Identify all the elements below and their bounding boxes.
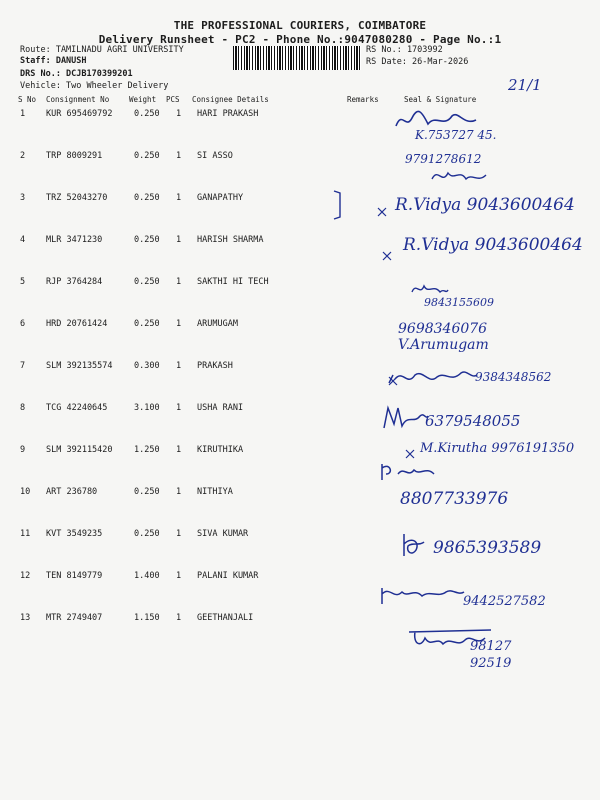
row-sno: 11 — [20, 529, 31, 539]
row-pcs: 1 — [176, 151, 182, 161]
row-consignment-no: SLM 392115420 — [46, 445, 113, 455]
staff-line: Staff: DANUSH — [20, 56, 87, 66]
row-weight: 0.300 — [134, 361, 160, 371]
handwriting-row-11: 9865393589 — [433, 538, 542, 558]
table-row — [0, 571, 600, 591]
row-consignment-no: SLM 392135574 — [46, 361, 113, 371]
row-weight: 0.250 — [134, 277, 160, 287]
handwriting-row-9: M.Kirutha 9976191350 — [420, 441, 575, 456]
vehicle-line: Vehicle: Two Wheeler Delivery — [20, 81, 169, 91]
row-pcs: 1 — [176, 487, 182, 497]
signature-row-2 — [430, 165, 490, 187]
row-consignee: GEETHANJALI — [197, 613, 254, 623]
row-pcs: 1 — [176, 109, 182, 119]
row-sno: 5 — [20, 277, 26, 287]
table-row — [0, 487, 600, 507]
x-mark-row-3 — [376, 206, 388, 218]
table-row — [0, 151, 600, 171]
table-row — [0, 277, 600, 297]
signature-row-9 — [378, 460, 438, 484]
row-consignment-no: KUR 695469792 — [46, 109, 113, 119]
row-consignee: HARI PRAKASH — [197, 109, 259, 119]
row-pcs: 1 — [176, 403, 182, 413]
row-sno: 4 — [20, 235, 26, 245]
row-consignee: PALANI KUMAR — [197, 571, 259, 581]
handwriting-row-8: 6379548055 — [425, 412, 521, 430]
row-consignee: SAKTHI HI TECH — [197, 277, 269, 287]
row-pcs: 1 — [176, 445, 182, 455]
table-row — [0, 613, 600, 633]
row-consignment-no: ART 236780 — [46, 487, 98, 497]
x-mark-row-7 — [387, 375, 399, 387]
row-sno: 10 — [20, 487, 31, 497]
row-consignment-no: HRD 20761424 — [46, 319, 108, 329]
row-weight: 0.250 — [134, 193, 160, 203]
row-pcs: 1 — [176, 571, 182, 581]
handwriting-row-10: 8807733976 — [400, 489, 509, 509]
row-consignee: GANAPATHY — [197, 193, 244, 203]
col-consignee: Consignee Details — [192, 95, 269, 104]
col-sno: S No — [18, 95, 37, 104]
row-sno: 9 — [20, 445, 26, 455]
handwriting-row-3: R.Vidya 9043600464 — [395, 195, 575, 215]
row-pcs: 1 — [176, 613, 182, 623]
row-weight: 1.150 — [134, 613, 160, 623]
row-consignee: USHA RANI — [197, 403, 244, 413]
col-seal: Seal & Signature — [404, 95, 477, 104]
x-mark-row-9 — [404, 448, 416, 460]
drs-line: DRS No.: DCJB170399201 — [20, 69, 133, 79]
row-consignee: ARUMUGAM — [197, 319, 238, 329]
runsheet-title: Delivery Runsheet - PC2 - Phone No.:9047080280 - Page No.:1 — [98, 33, 502, 46]
signature-row-7 — [385, 365, 480, 389]
handwriting-row-7: 9384348562 — [475, 370, 552, 384]
company-title: THE PROFESSIONAL COURIERS, COIMBATORE — [173, 19, 427, 32]
x-mark-row-4 — [381, 250, 393, 262]
row-weight: 3.100 — [134, 403, 160, 413]
row-pcs: 1 — [176, 361, 182, 371]
row-consignee: SI ASSO — [197, 151, 233, 161]
signature-row-5 — [410, 280, 450, 298]
handwriting-row-4: R.Vidya 9043600464 — [403, 235, 583, 255]
row-weight: 0.250 — [134, 109, 160, 119]
row-consignment-no: TCG 42240645 — [46, 403, 108, 413]
signature-row-12 — [378, 582, 468, 608]
row-pcs: 1 — [176, 193, 182, 203]
handwriting-row-12: 9442527582 — [463, 594, 546, 609]
row-consignee: KIRUTHIKA — [197, 445, 244, 455]
row-consignment-no: TRZ 52043270 — [46, 193, 108, 203]
row-pcs: 1 — [176, 529, 182, 539]
table-row — [0, 109, 600, 129]
row-weight: 0.250 — [134, 151, 160, 161]
row-weight: 1.400 — [134, 571, 160, 581]
row-sno: 6 — [20, 319, 26, 329]
row-sno: 13 — [20, 613, 31, 623]
row-sno: 2 — [20, 151, 26, 161]
row-consignment-no: MTR 2749407 — [46, 613, 103, 623]
col-remarks: Remarks — [347, 95, 379, 104]
handwriting-row-13: 98127 92519 — [470, 639, 512, 671]
row-sno: 8 — [20, 403, 26, 413]
row-weight: 1.250 — [134, 445, 160, 455]
barcode — [233, 46, 361, 70]
row-weight: 0.250 — [134, 487, 160, 497]
page-note-handwritten: 21/1 — [508, 76, 542, 94]
row-consignee: NITHIYA — [197, 487, 233, 497]
remark-mark-row-3 — [330, 187, 350, 223]
row-sno: 7 — [20, 361, 26, 371]
signature-row-11 — [398, 530, 428, 560]
handwriting-row-1: K.753727 45. — [415, 128, 497, 142]
rs-date: RS Date: 26-Mar-2026 — [366, 57, 469, 67]
handwriting-row-2: 9791278612 — [405, 152, 482, 166]
row-pcs: 1 — [176, 319, 182, 329]
row-consignee: SIVA KUMAR — [197, 529, 249, 539]
row-pcs: 1 — [176, 277, 182, 287]
handwriting-row-5: 9843155609 — [424, 296, 494, 309]
row-pcs: 1 — [176, 235, 182, 245]
row-consignment-no: TRP 8009291 — [46, 151, 103, 161]
row-consignee: HARISH SHARMA — [197, 235, 264, 245]
row-weight: 0.250 — [134, 319, 160, 329]
row-consignee: PRAKASH — [197, 361, 233, 371]
signature-row-8 — [380, 402, 430, 432]
row-consignment-no: MLR 3471230 — [46, 235, 103, 245]
row-weight: 0.250 — [134, 235, 160, 245]
col-consignment: Consignment No — [46, 95, 110, 104]
signature-row-1 — [392, 106, 492, 134]
row-weight: 0.250 — [134, 529, 160, 539]
signature-row-13 — [405, 624, 495, 652]
rs-number: RS No.: 1703992 — [366, 45, 443, 55]
row-sno: 12 — [20, 571, 31, 581]
handwriting-row-6: 9698346076 V.Arumugam — [398, 321, 489, 353]
row-sno: 1 — [20, 109, 26, 119]
row-consignment-no: KVT 3549235 — [46, 529, 103, 539]
route-line: Route: TAMILNADU AGRI UNIVERSITY — [20, 45, 184, 55]
row-sno: 3 — [20, 193, 26, 203]
col-weight: Weight — [129, 95, 157, 104]
col-pcs: PCS — [166, 95, 180, 104]
row-consignment-no: TEN 8149779 — [46, 571, 103, 581]
row-consignment-no: RJP 3764284 — [46, 277, 103, 287]
